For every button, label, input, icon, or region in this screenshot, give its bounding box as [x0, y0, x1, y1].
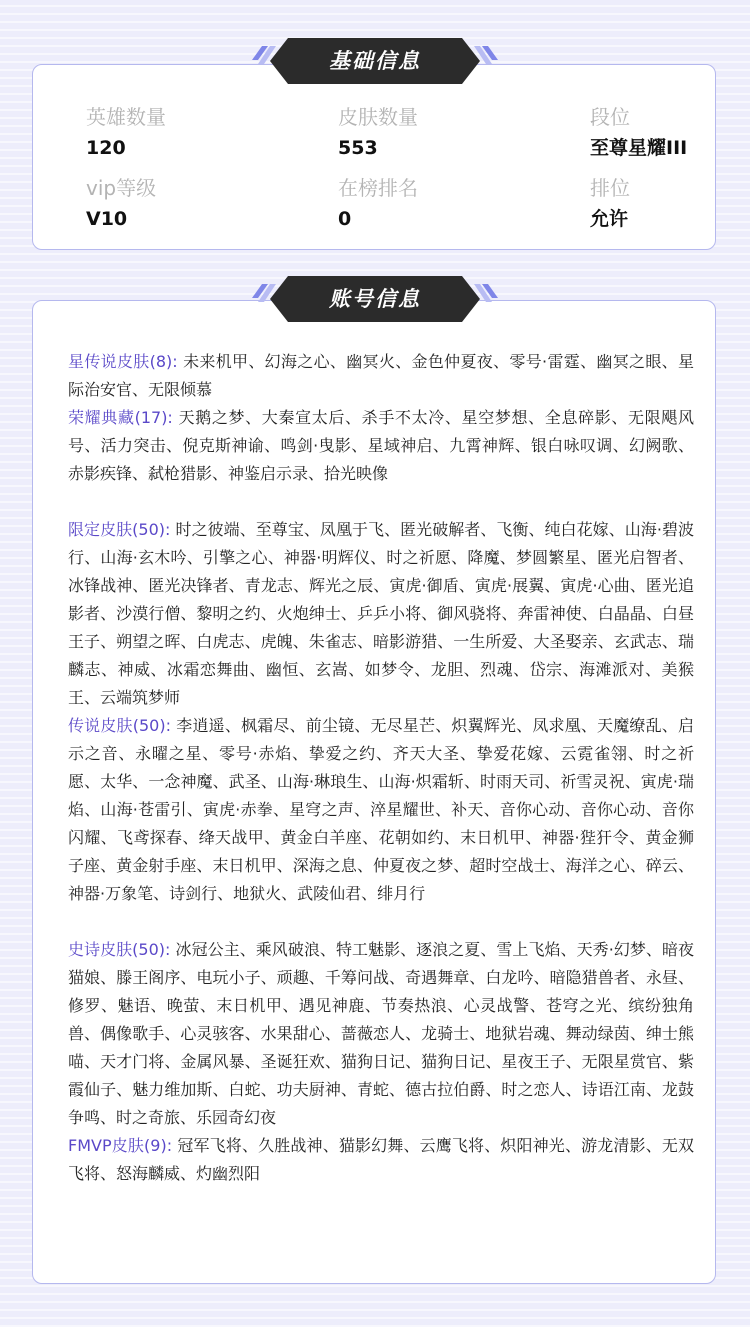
category-label: 史诗皮肤(50):: [68, 940, 171, 959]
category-items: 未来机甲、幻海之心、幽冥火、金色仲夏夜、零号·雷霆、幽冥之眼、星际治安官、无限倾慕: [68, 352, 694, 399]
ranked-play-value: 允许: [590, 208, 629, 230]
category-label: 限定皮肤(50):: [68, 520, 171, 539]
vip-level-label: vip等级: [86, 176, 157, 200]
hero-count-value: 120: [86, 137, 126, 159]
basic-info-title: 基础信息: [329, 49, 421, 73]
rank-tier-stat: [590, 105, 687, 160]
skin-count-label: 皮肤数量: [338, 105, 418, 129]
category-items: 李逍遥、枫霜尽、前尘镜、无尽星芒、炽翼辉光、凤求凰、天魔缭乱、启示之音、永曜之星、零号·赤焰、挚爱之约、齐天大圣、挚爱花嫁、云霓雀翎、时之祈愿、太华、一念神魔、武圣、山海·琳琅生、山海·炽霜斩、时雨天司、祈雪灵祝、寅虎·瑞焰、山海·苍雷引、寅虎·赤拳、星穹之声、淬星耀世、补天、音你心动、音你心动、音你闪耀、飞鸢探春、绛天战甲、黄金白羊座、花朝如约、末日机甲、神器·狴犴令、黄金狮子座、黄金射手座、末日机甲、深海之息、仲夏夜之梦、超时空战士、海洋之心、碎云、神器·万象笔、诗剑行、地狱火、武陵仙君、绯月行: [68, 716, 694, 903]
skin-category-fmvp: [68, 1132, 694, 1188]
skin-category-star-legend: [68, 348, 694, 404]
leaderboard-rank-label: 在榜排名: [338, 176, 418, 200]
skin-count-stat: [338, 105, 418, 160]
leaderboard-rank-stat: [338, 176, 418, 231]
hero-count-stat: [86, 105, 166, 160]
basic-info-header: [250, 38, 500, 84]
category-items: 天鹅之梦、大秦宣太后、杀手不太冷、星空梦想、全息碎影、无限飓风号、活力突击、倪克斯神谕、鸣剑·曳影、星域神启、九霄神辉、银白咏叹调、幻阙歌、赤影疾锋、弑枪猎影、神鉴启示录、拾光映像: [68, 408, 694, 483]
rank-tier-value: 至尊星耀III: [590, 137, 688, 159]
account-info-header: [250, 276, 500, 322]
ranked-play-stat: [590, 176, 630, 231]
skin-category-list: [68, 348, 694, 1188]
vip-level-value: V10: [86, 208, 128, 230]
account-info-title: 账号信息: [329, 287, 421, 311]
vip-level-stat: [86, 176, 156, 231]
category-label: FMVP皮肤(9):: [68, 1136, 173, 1155]
ranked-play-label: 排位: [590, 176, 630, 200]
skin-category-glory-collection: [68, 404, 694, 488]
category-items: 冰冠公主、乘风破浪、特工魅影、逐浪之夏、雪上飞焰、天秀·幻梦、暗夜猫娘、滕王阁序、电玩小子、顽趣、千筹问战、奇遇舞章、白龙吟、暗隐猎兽者、永昼、修罗、魅语、晚萤、末日机甲、遇见神鹿、节奏热浪、心灵战警、苍穹之光、缤纷独角兽、偶像歌手、心灵骇客、水果甜心、蔷薇恋人、龙骑士、地狱岩魂、舞动绿茵、绅士熊喵、天才门将、金属风暴、圣诞狂欢、猫狗日记、猫狗日记、星夜王子、无限星赏官、紫霞仙子、魅力维加斯、白蛇、功夫厨神、青蛇、德古拉伯爵、时之恋人、诗语江南、龙鼓争鸣、时之奇旅、乐园奇幻夜: [68, 940, 694, 1127]
category-items: 冠军飞将、久胜战神、猫影幻舞、云鹰飞将、炽阳神光、游龙清影、无双飞将、怒海麟威、灼幽烈阳: [68, 1136, 694, 1183]
rank-tier-label: 段位: [590, 105, 630, 129]
hero-count-label: 英雄数量: [86, 105, 166, 129]
category-label: 星传说皮肤(8):: [68, 352, 178, 371]
category-label: 荣耀典藏(17):: [68, 408, 173, 427]
skin-category-limited: [68, 516, 694, 712]
leaderboard-rank-value: 0: [338, 208, 352, 230]
category-label: 传说皮肤(50):: [68, 716, 171, 735]
category-items: 时之彼端、至尊宝、凤凰于飞、匿光破解者、飞衡、纯白花嫁、山海·碧波行、山海·玄木吟、引擎之心、神器·明辉仪、时之祈愿、降魔、梦圆繁星、匿光启智者、冰锋战神、匿光决锋者、青龙志、辉光之辰、寅虎·御盾、寅虎·展翼、寅虎·心曲、匿光追影者、沙漠行僧、黎明之约、火炮绅士、乒乒小将、御风骁将、奔雷神使、白晶晶、白昼王子、朔望之晖、白虎志、虎魄、朱雀志、暗影游猎、一生所爱、大圣娶亲、玄武志、瑞麟志、神威、冰霜恋舞曲、幽恒、玄嵩、如梦令、龙胆、烈魂、岱宗、海滩派对、美猴王、云端筑梦师: [68, 520, 694, 707]
skin-count-value: 553: [338, 137, 378, 159]
skin-category-epic: [68, 936, 694, 1132]
skin-category-legend: [68, 712, 694, 908]
